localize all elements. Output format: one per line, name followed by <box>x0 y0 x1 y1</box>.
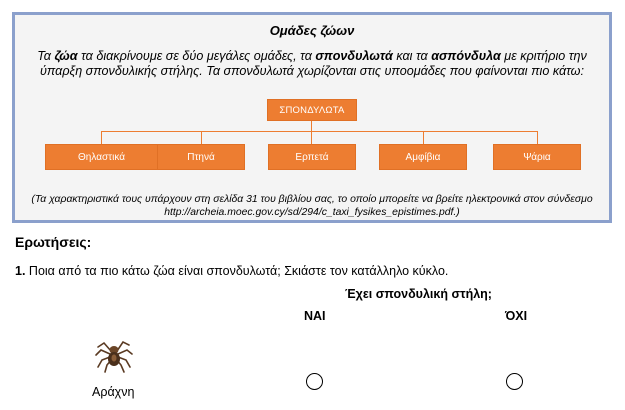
yes-radio-spider[interactable] <box>306 373 323 390</box>
spider-picture <box>94 334 134 374</box>
intro-part: τα διακρίνουμε σε δύο μεγάλες ομάδες, τα <box>77 49 316 63</box>
intro-part-bold: ζώα <box>54 49 78 63</box>
connector-branch <box>311 131 312 144</box>
animal-name-spider: Αράχνη <box>92 385 135 399</box>
intro-part-bold: ασπόνδυλα <box>431 49 501 63</box>
group-node-amphibians: Αμφίβια <box>379 144 467 170</box>
connector-horizontal <box>101 131 537 132</box>
connector-branch <box>201 131 202 144</box>
group-node-fish: Ψάρια <box>493 144 581 170</box>
group-node-reptiles: Ερπετά <box>268 144 356 170</box>
connector-vertical <box>311 121 312 131</box>
yes-column-label: ΝΑΙ <box>304 309 326 323</box>
group-node-mammals: Θηλαστικά <box>45 144 158 170</box>
group-node-birds: Πτηνά <box>157 144 245 170</box>
no-column-label: ΌΧΙ <box>505 309 528 323</box>
question-1 <box>15 264 448 278</box>
intro-part-bold: σπονδυλωτά <box>315 49 393 63</box>
box-intro-text <box>25 49 599 79</box>
question-text: Ποια από τα πιο κάτω ζώα είναι σπονδυλωτά; Σκιάστε τον κατάλληλο κύκλο. <box>25 264 449 278</box>
reference-note: (Τα χαρακτηριστικά τους υπάρχουν στη σελίδα 31 του βιβλίου σας, το οποίο μπορείτε να βρείτε ηλεκτρονικά στον σύνδεσμο http://archeia.moec.gov.cy/sd/294/c_taxi_fysikes_epistimes.pdf.) <box>31 194 593 218</box>
intro-part: με κριτήριο την ύπαρξη σπονδυλικής στήλης. Τα σπονδυλωτά χωρίζονται στις υποομάδες που φαίνονται πιο κάτω: <box>39 49 587 78</box>
intro-part: και τα <box>392 49 432 63</box>
no-radio-spider[interactable] <box>506 373 523 390</box>
column-header: Έχει σπονδυλική στήλη; <box>345 287 492 301</box>
box-title: Ομάδες ζώων <box>269 23 355 38</box>
vertebrates-root-node: ΣΠΟΝΔΥΛΩΤΑ <box>267 99 357 121</box>
connector-branch <box>423 131 424 144</box>
intro-part: Τα <box>37 49 55 63</box>
questions-heading: Ερωτήσεις: <box>15 234 92 250</box>
connector-branch <box>101 131 102 144</box>
connector-branch <box>537 131 538 144</box>
animal-groups-box <box>12 12 612 223</box>
question-number: 1. <box>15 264 26 278</box>
